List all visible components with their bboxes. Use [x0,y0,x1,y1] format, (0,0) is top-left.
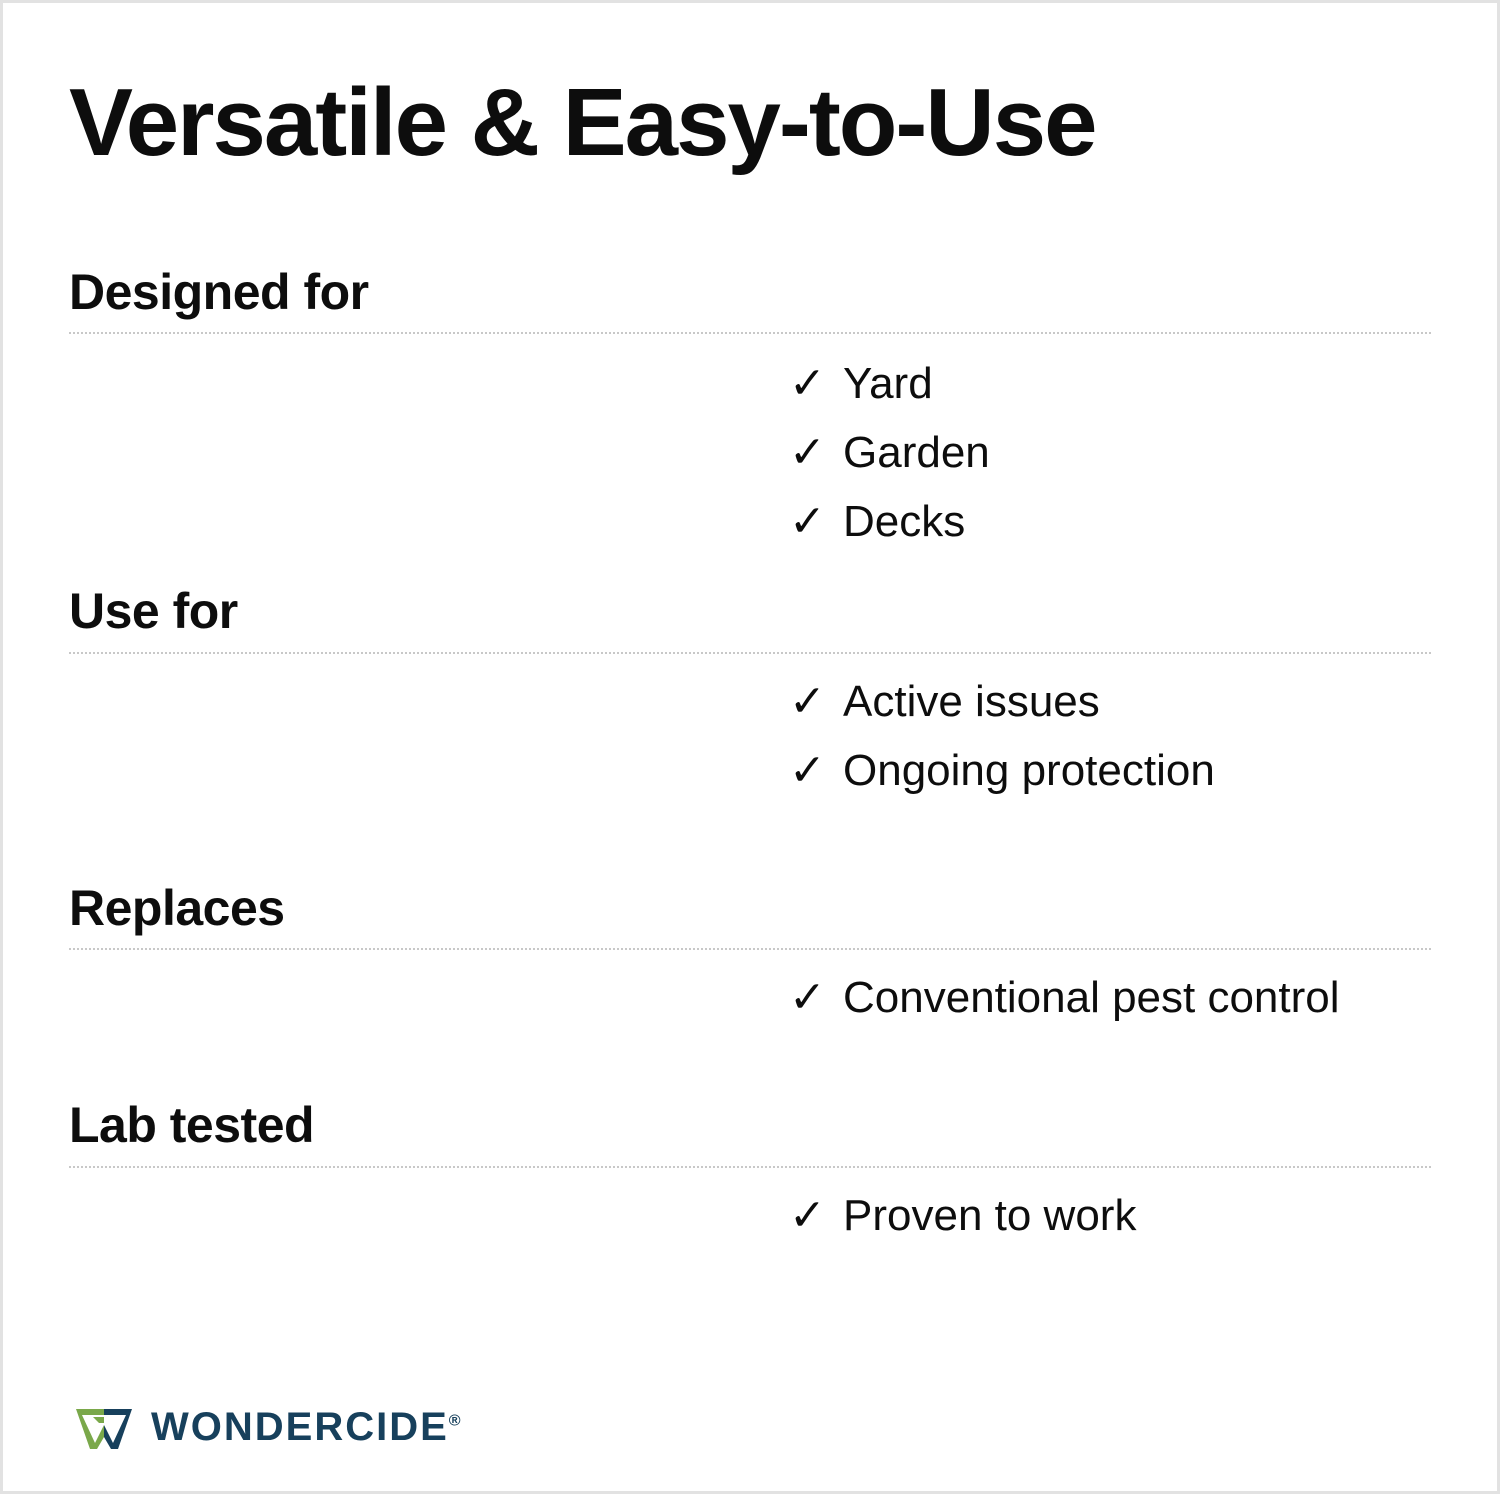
check-icon: ✓ [789,428,826,478]
check-icon: ✓ [789,745,826,795]
list-item [789,1188,1431,1243]
list-item [789,743,1431,798]
spacer [69,1257,1431,1403]
section-designed-for [69,263,1431,564]
list-item-label: Proven to work [843,1190,1137,1240]
section-heading: Replaces [69,882,1431,951]
list-item-label: Ongoing protection [843,745,1215,795]
list-item-label: Garden [843,428,990,478]
list-item-label: Yard [843,359,933,409]
list-item [789,356,1431,411]
brand-footer [69,1403,1431,1451]
brand-name: WONDERCIDE® [151,1404,463,1449]
list-item-label: Conventional pest control [843,973,1340,1023]
section-items [69,950,1431,1025]
section-items [69,334,1431,549]
list-item [789,970,1431,1025]
list-item [789,425,1431,480]
check-icon: ✓ [789,1190,826,1240]
check-icon: ✓ [789,973,826,1023]
section-items [69,654,1431,798]
section-items [69,1168,1431,1243]
section-heading: Use for [69,585,1431,654]
check-icon: ✓ [789,497,826,547]
check-icon: ✓ [789,676,826,726]
list-item-label: Decks [843,497,966,547]
section-lab-tested [69,1099,1431,1257]
section-replaces [69,879,1431,1040]
wondercide-w-icon [73,1403,135,1451]
card-inner [3,3,1497,1491]
section-heading: Lab tested [69,1099,1431,1168]
section-use-for [69,585,1431,812]
section-heading: Designed for [69,266,1431,335]
page-title: Versatile & Easy-to-Use [69,69,1096,176]
registered-mark: ® [448,1412,463,1430]
list-item-label: Active issues [843,676,1100,726]
check-icon: ✓ [789,359,826,409]
list-item [789,674,1431,729]
list-item [789,494,1431,549]
